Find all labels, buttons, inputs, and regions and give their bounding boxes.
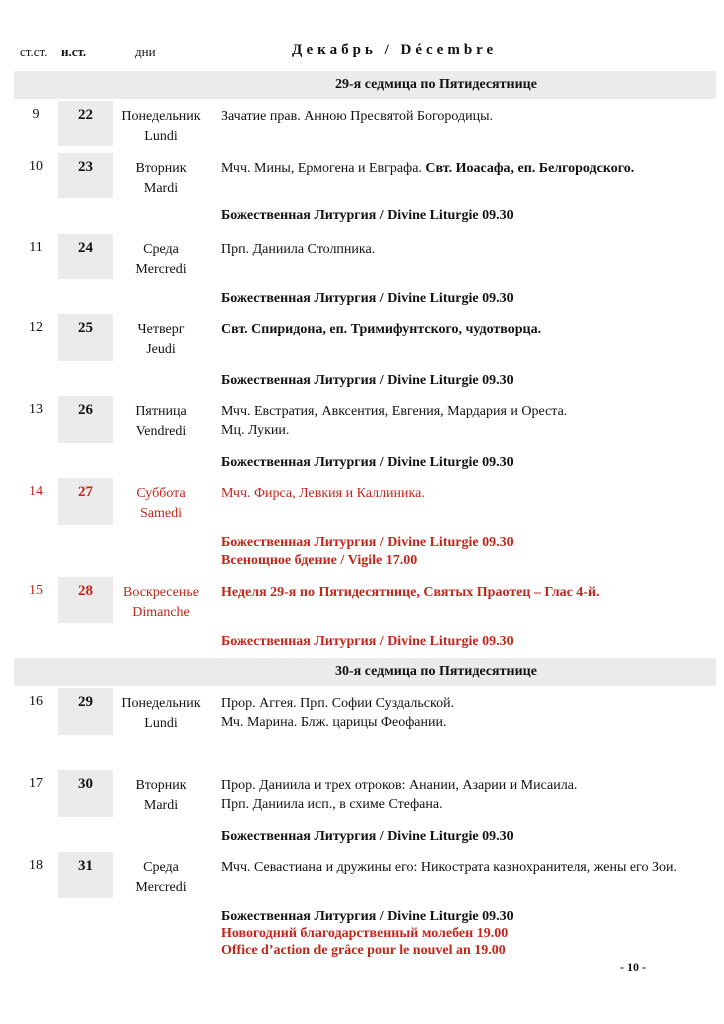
- weekday: Пятница Vendredi: [135, 404, 187, 439]
- calendar-row: [14, 153, 716, 233]
- calendar-row: [14, 314, 716, 394]
- service-time: Новогодний благодарственный молебен 19.00: [221, 926, 509, 941]
- old-style-date: 13: [29, 402, 43, 417]
- saints-text: Прп. Даниила Столпника.: [221, 242, 376, 257]
- weekday: Вторник Mardi: [135, 161, 187, 196]
- saints-text: Прор. Аггея. Прп. Софии Суздальской. Мч. Марина. Блж. царицы Феофании.: [221, 696, 455, 730]
- new-style-date: 25: [58, 314, 113, 361]
- new-style-date: 27: [58, 478, 113, 525]
- new-style-date: 31: [58, 852, 113, 898]
- old-style-date: 12: [29, 320, 43, 335]
- calendar-row: [14, 478, 716, 573]
- weekday: Понедельник Lundi: [121, 109, 201, 144]
- calendar-row: [14, 688, 716, 768]
- calendar-row: [14, 577, 716, 655]
- old-style-date: 16: [29, 694, 43, 709]
- old-style-date: 10: [29, 159, 43, 174]
- weekday: Воскресенье Dimanche: [123, 585, 199, 620]
- new-style-date: 28: [58, 577, 113, 623]
- service-time: Божественная Литургия / Divine Liturgie 09.30: [221, 291, 514, 306]
- saints-text: Мчч. Севастиана и дружины его: Никострата казнохранителя, жены его Зои.: [221, 860, 677, 875]
- new-style-date: 30: [58, 770, 113, 817]
- saints-text: Зачатие прав. Анною Пресвятой Богородицы.: [221, 109, 493, 124]
- old-style-date: 15: [29, 583, 43, 598]
- weekday: Вторник Mardi: [135, 778, 187, 813]
- weekday: Среда Mercredi: [135, 860, 187, 895]
- calendar-row: [14, 234, 716, 314]
- saints-text: Неделя 29-я по Пятидесятнице, Святых Праотец – Глас 4-й.: [221, 585, 600, 600]
- service-time: Божественная Литургия / Divine Liturgie 09.30: [221, 634, 514, 649]
- column-header-days: дни: [135, 44, 156, 59]
- service-time: Божественная Литургия / Divine Liturgie 09.30: [221, 535, 514, 550]
- new-style-date: 22: [58, 101, 113, 146]
- service-time: Божественная Литургия / Divine Liturgie 09.30: [221, 829, 514, 844]
- service-time: Office d’action de grâce pour le nouvel an 19.00: [221, 943, 506, 958]
- service-time: Божественная Литургия / Divine Liturgie 09.30: [221, 909, 514, 924]
- saints-text: Мчч. Евстратия, Авксентия, Евгения, Мардария и Ореста. Мц. Лукии.: [221, 404, 568, 438]
- new-style-date: 24: [58, 234, 113, 279]
- service-time: Божественная Литургия / Divine Liturgie 09.30: [221, 208, 514, 223]
- column-header-old-style: ст.ст.: [20, 44, 48, 59]
- service-time: Всенощное бдение / Vigile 17.00: [221, 553, 418, 568]
- page-number: - 10 -: [620, 960, 646, 974]
- column-header-new-style: н.ст.: [61, 44, 87, 59]
- calendar-row: [14, 396, 716, 476]
- calendar-row: [14, 101, 716, 146]
- old-style-date: 11: [29, 240, 43, 255]
- new-style-date: 26: [58, 396, 113, 443]
- month-title: Декабрь / Décembre: [292, 42, 498, 58]
- weekday: Среда Mercredi: [135, 242, 187, 277]
- new-style-date: 23: [58, 153, 113, 198]
- weekday: Четверг Jeudi: [137, 322, 185, 357]
- old-style-date: 14: [29, 484, 43, 499]
- week-banner: [14, 658, 716, 686]
- service-time: Божественная Литургия / Divine Liturgie 09.30: [221, 455, 514, 470]
- old-style-date: 18: [29, 858, 43, 873]
- week-banner: [14, 71, 716, 99]
- old-style-date: 9: [32, 107, 40, 122]
- weekday: Понедельник Lundi: [121, 696, 201, 731]
- week-label: 29-я седмица по Пятидесятнице: [335, 77, 537, 92]
- service-time: Божественная Литургия / Divine Liturgie 09.30: [221, 373, 514, 388]
- saints-text: Мчч. Фирса, Левкия и Каллиника.: [221, 486, 425, 501]
- saints-text: Мчч. Мины, Ермогена и Евграфа. Свт. Иоасафа, еп. Белгородского.: [221, 161, 635, 176]
- week-label: 30-я седмица по Пятидесятнице: [335, 664, 537, 679]
- calendar-row: [14, 770, 716, 850]
- calendar-row: [14, 852, 716, 962]
- saints-text: Прор. Даниила и трех отроков: Анании, Азарии и Мисаила. Прп. Даниила исп., в схиме Стефана.: [221, 778, 578, 812]
- saints-text: Свт. Спиридона, еп. Тримифунтского, чудотворца.: [221, 322, 542, 337]
- weekday: Суббота Samedi: [136, 486, 186, 521]
- new-style-date: 29: [58, 688, 113, 735]
- old-style-date: 17: [29, 776, 43, 791]
